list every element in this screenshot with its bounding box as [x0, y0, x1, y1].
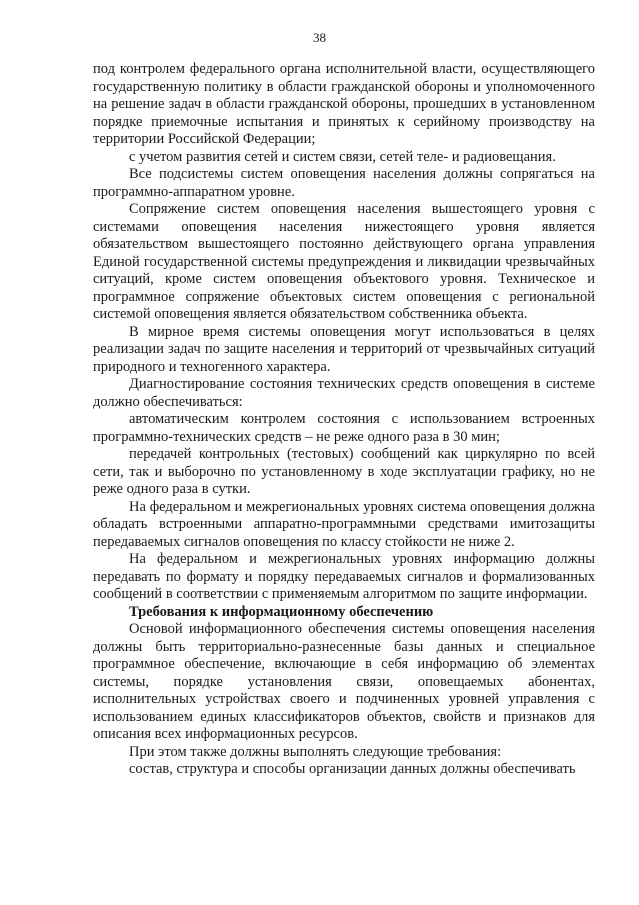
page-number: 38 — [313, 30, 326, 45]
paragraph: с учетом развития сетей и систем связи, сетей теле- и радиовещания. — [129, 148, 556, 165]
paragraph: На федеральном и межрегиональных уровнях информацию должны передавать по формату и порядку передаваемых сигналов и формализованных сообщений в соответствии с применяемым алгоритмом по защите информации. — [93, 551, 595, 602]
paragraph: состав, структура и способы организации данных должны обеспечивать — [129, 761, 576, 777]
paragraph: Сопряжение систем оповещения населения вышестоящего уровня с системами оповещения населения нижестоящего уровня является обязательством вышестоящего постоянно действующего органа управления Единой государственной системы предупреждения и ликвидации чрезвычайных ситуаций, кроме систем оповещения объектового уровня. Техническое и программное сопряжение объектовых систем оповещения с региональной системой оповещения является обязательством собственника объекта. — [93, 201, 595, 322]
document-body — [93, 61, 595, 779]
paragraph: Основой информационного обеспечения системы оповещения населения должны быть территориально-разнесенные базы данных и специальное программное обеспечение, включающие в себя информацию об элементах системы, порядке установления связи, оповещаемых абонентах, исполнительных устройствах своего и подчиненных уровней управления с использованием единых классификаторов объектов, свойств и признаков для описания всех информационных ресурсов. — [93, 621, 595, 742]
paragraph: При этом также должны выполнять следующие требования: — [129, 743, 502, 760]
paragraph: под контролем федерального органа исполнительной власти, осуществляющего государственную политику в области гражданской обороны и уполномоченного на решение задач в области гражданской обороны, прошедших в установленном порядке приемочные испытания и принятых к серийному производству на территории Российской Федерации; — [93, 61, 595, 147]
paragraph: Диагностирование состояния технических средств оповещения в системе должно обеспечиваться: — [93, 376, 595, 410]
paragraph: автоматическим контролем состояния с использованием встроенных программно-технических средств – не реже одного раза в 30 мин; — [93, 411, 595, 445]
paragraph: передачей контрольных (тестовых) сообщений как циркулярно по всей сети, так и выборочно по установленному в ходе эксплуатации графику, но не реже одного раза в сутки. — [93, 446, 595, 497]
paragraph: Все подсистемы систем оповещения населения должны сопрягаться на программно-аппаратном уровне. — [93, 166, 595, 200]
paragraph: В мирное время системы оповещения могут использоваться в целях реализации задач по защите населения и территорий от чрезвычайных ситуаций природного и техногенного характера. — [93, 323, 595, 375]
paragraph: На федеральном и межрегиональных уровнях система оповещения должна обладать встроенными аппаратно-программными средствами имитозащиты передаваемых сигналов оповещения по классу стойкости не ниже 2. — [93, 498, 595, 550]
section-heading: Требования к информационному обеспечению — [129, 603, 434, 620]
